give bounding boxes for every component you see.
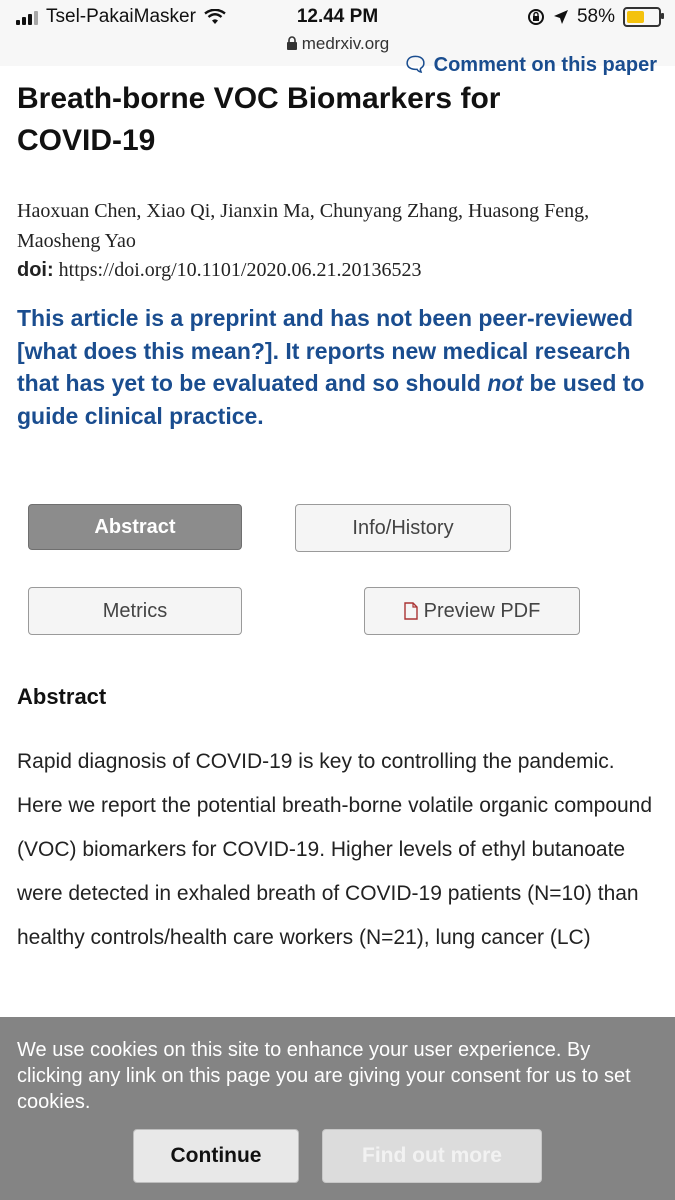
cookie-message: We use cookies on this site to enhance your user experience. By clicking any link on this page you are giving your consent for us to set cookies. — [17, 1039, 631, 1113]
doi-label: doi: — [17, 259, 54, 281]
url-text: medrxiv.org — [301, 34, 390, 53]
continue-button[interactable]: Continue — [133, 1129, 299, 1183]
battery-icon — [623, 7, 661, 27]
battery-percent: 58% — [576, 6, 615, 27]
find-out-more-button[interactable]: Find out more — [322, 1129, 542, 1183]
address-bar[interactable] — [0, 34, 675, 54]
location-icon — [553, 9, 569, 25]
carrier-name: Tsel-PakaiMasker — [46, 6, 196, 27]
tab-abstract[interactable]: Abstract — [28, 504, 242, 550]
clock: 12.44 PM — [296, 6, 379, 27]
tab-metrics[interactable]: Metrics — [28, 587, 242, 635]
pdf-icon — [404, 602, 418, 620]
abstract-text: Rapid diagnosis of COVID-19 is key to controlling the pandemic. Here we report the potential breath-borne volatile organic compound (VOC) biomarkers for COVID-19. Higher levels of ethyl butanoate were detected in exhaled breath of COVID-19 patients (N=10) than healthy controls/health care workers (N=21), lung cancer (LC) — [17, 750, 653, 949]
preprint-text-1: This article is a preprint and has not been peer-reviewed [what does this mean?]. It reports new medical research that has yet to be evaluated and so should — [17, 305, 634, 396]
comment-link-label: Comment on this paper — [433, 54, 657, 76]
preprint-emphasis: not — [487, 370, 524, 396]
preprint-text-2: be used to guide clinical practice. — [17, 370, 645, 429]
doi-link[interactable]: https://doi.org/10.1101/2020.06.21.20136523 — [58, 259, 422, 281]
page-title: Breath-borne VOC Biomarkers for COVID-19 — [17, 82, 501, 157]
lock-icon — [286, 36, 298, 50]
comment-icon: 🗨 — [402, 54, 429, 76]
tab-info-history[interactable]: Info/History — [295, 504, 511, 552]
preview-pdf-label: Preview PDF — [423, 599, 541, 622]
doi-line — [17, 259, 421, 282]
rotation-lock-icon — [527, 8, 545, 26]
preprint-notice — [17, 302, 662, 432]
cookie-banner — [0, 1017, 675, 1200]
comment-link[interactable] — [403, 52, 657, 78]
author-list[interactable]: Haoxuan Chen, Xiao Qi, Jianxin Ma, Chunyang Zhang, Huasong Feng, Maosheng Yao — [17, 200, 590, 252]
status-right — [527, 6, 661, 28]
abstract-heading: Abstract — [17, 684, 107, 709]
tab-preview-pdf[interactable] — [364, 587, 580, 635]
